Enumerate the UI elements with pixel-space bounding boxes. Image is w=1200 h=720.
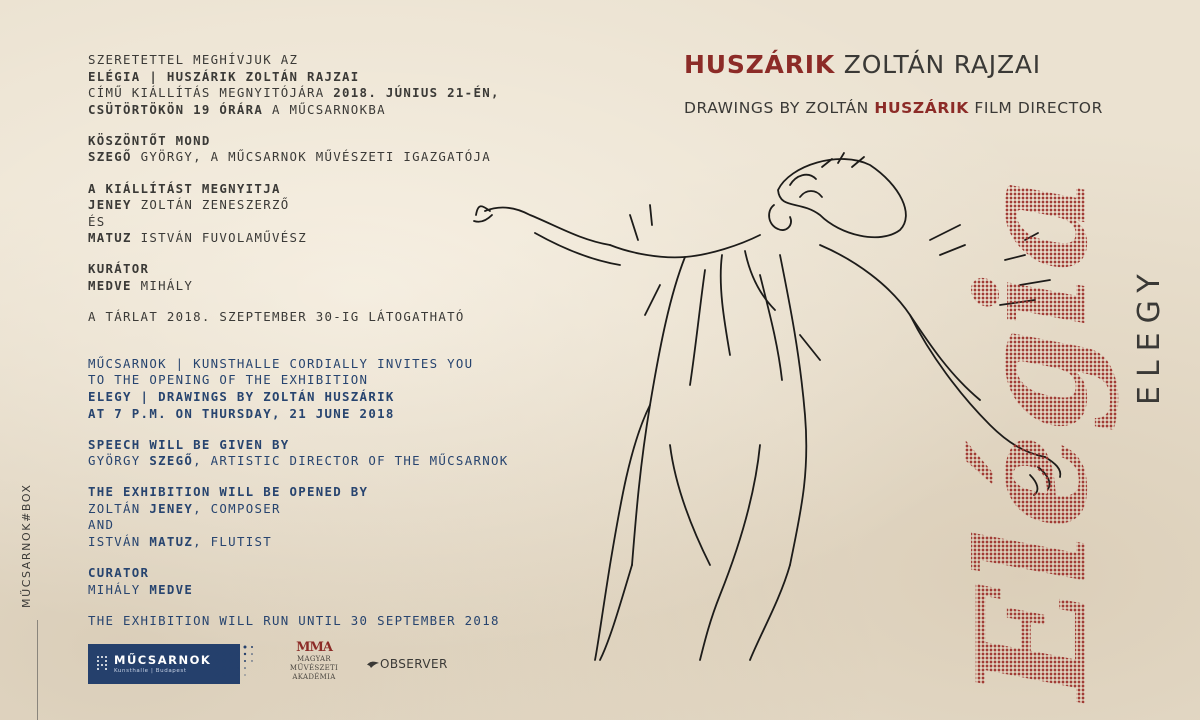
hu-exhibition-title: ELÉGIA | HUSZÁRIK ZOLTÁN RAJZAI — [88, 68, 360, 84]
spine-label: MŰCSARNOK#BOX — [20, 483, 33, 608]
hu-opening-block: A KIÁLLÍTÁST MEGNYITJA JENEY ZOLTÁN ZENESZERZŐ ÉS MATUZ ISTVÁN FUVOLAMŰVÉSZ — [88, 180, 308, 246]
mma-logo: MMA MAGYAR MŰVÉSZETI AKADÉMIA — [284, 640, 344, 700]
elegy-vertical-title: ELEGY — [1132, 265, 1167, 405]
spine-divider — [37, 620, 38, 720]
observer-logo: OBSERVER — [366, 657, 448, 671]
hu-invite-line1: SZERETETTEL MEGHÍVJUK AZ — [88, 52, 299, 67]
en-until: THE EXHIBITION WILL RUN UNTIL 30 SEPTEMBER 2018 — [88, 612, 500, 628]
svg-text:Elégia: Elégia — [945, 174, 1121, 700]
hu-until: A TÁRLAT 2018. SZEPTEMBER 30-IG LÁTOGATHATÓ — [88, 309, 465, 325]
en-exhibition-title: ELEGY | DRAWINGS BY ZOLTÁN HUSZÁRIK — [88, 388, 395, 404]
hu-invite-block: SZERETETTEL MEGHÍVJUK AZ ELÉGIA | HUSZÁRIK ZOLTÁN RAJZAI CÍMŰ KIÁLLÍTÁS MEGNYITÓJÁRA 2018. JÚNIUS 21-ÉN, CSÜTÖRTÖKÖN 19 ÓRÁRA A MŰCSARNOKBA — [88, 52, 558, 118]
mucsarnok-logo-icon — [96, 655, 110, 673]
mma-logo-icon: MMA — [296, 640, 332, 655]
hu-greeting-block: KÖSZÖNTŐT MOND SZEGŐ GYÖRGY, A MŰCSARNOK MŰVÉSZETI IGAZGATÓJA — [88, 132, 491, 165]
observer-bird-icon — [366, 659, 380, 669]
en-speech-block: SPEECH WILL BE GIVEN BY GYÖRGY SZEGŐ, ARTISTIC DIRECTOR OF THE MŰCSARNOK — [88, 436, 509, 469]
mucsarnok-logo: MŰCSARNOK Kunsthalle | Budapest — [88, 644, 240, 684]
hu-curator-block: KURÁTOR MEDVE MIHÁLY — [88, 261, 194, 294]
elegia-script-mark — [945, 174, 1121, 700]
title-hu: HUSZÁRIK ZOLTÁN RAJZAI — [684, 50, 1041, 79]
mucsarnok-dot-pattern — [214, 644, 256, 684]
en-curator-block: CURATOR MIHÁLY MEDVE — [88, 565, 194, 597]
title-en: DRAWINGS BY ZOLTÁN HUSZÁRIK FILM DIRECTOR — [684, 99, 1103, 117]
en-opening-block: THE EXHIBITION WILL BE OPENED BY ZOLTÁN JENEY, COMPOSER AND ISTVÁN MATUZ, FLUTIST — [88, 484, 369, 550]
en-invite-block: MŰCSARNOK | KUNSTHALLE CORDIALLY INVITES YOU TO THE OPENING OF THE EXHIBITION ELEGY | DRAWINGS BY ZOLTÁN HUSZÁRIK AT 7 P.M. ON THURSDAY, 21 JUNE 2018 — [88, 355, 474, 421]
